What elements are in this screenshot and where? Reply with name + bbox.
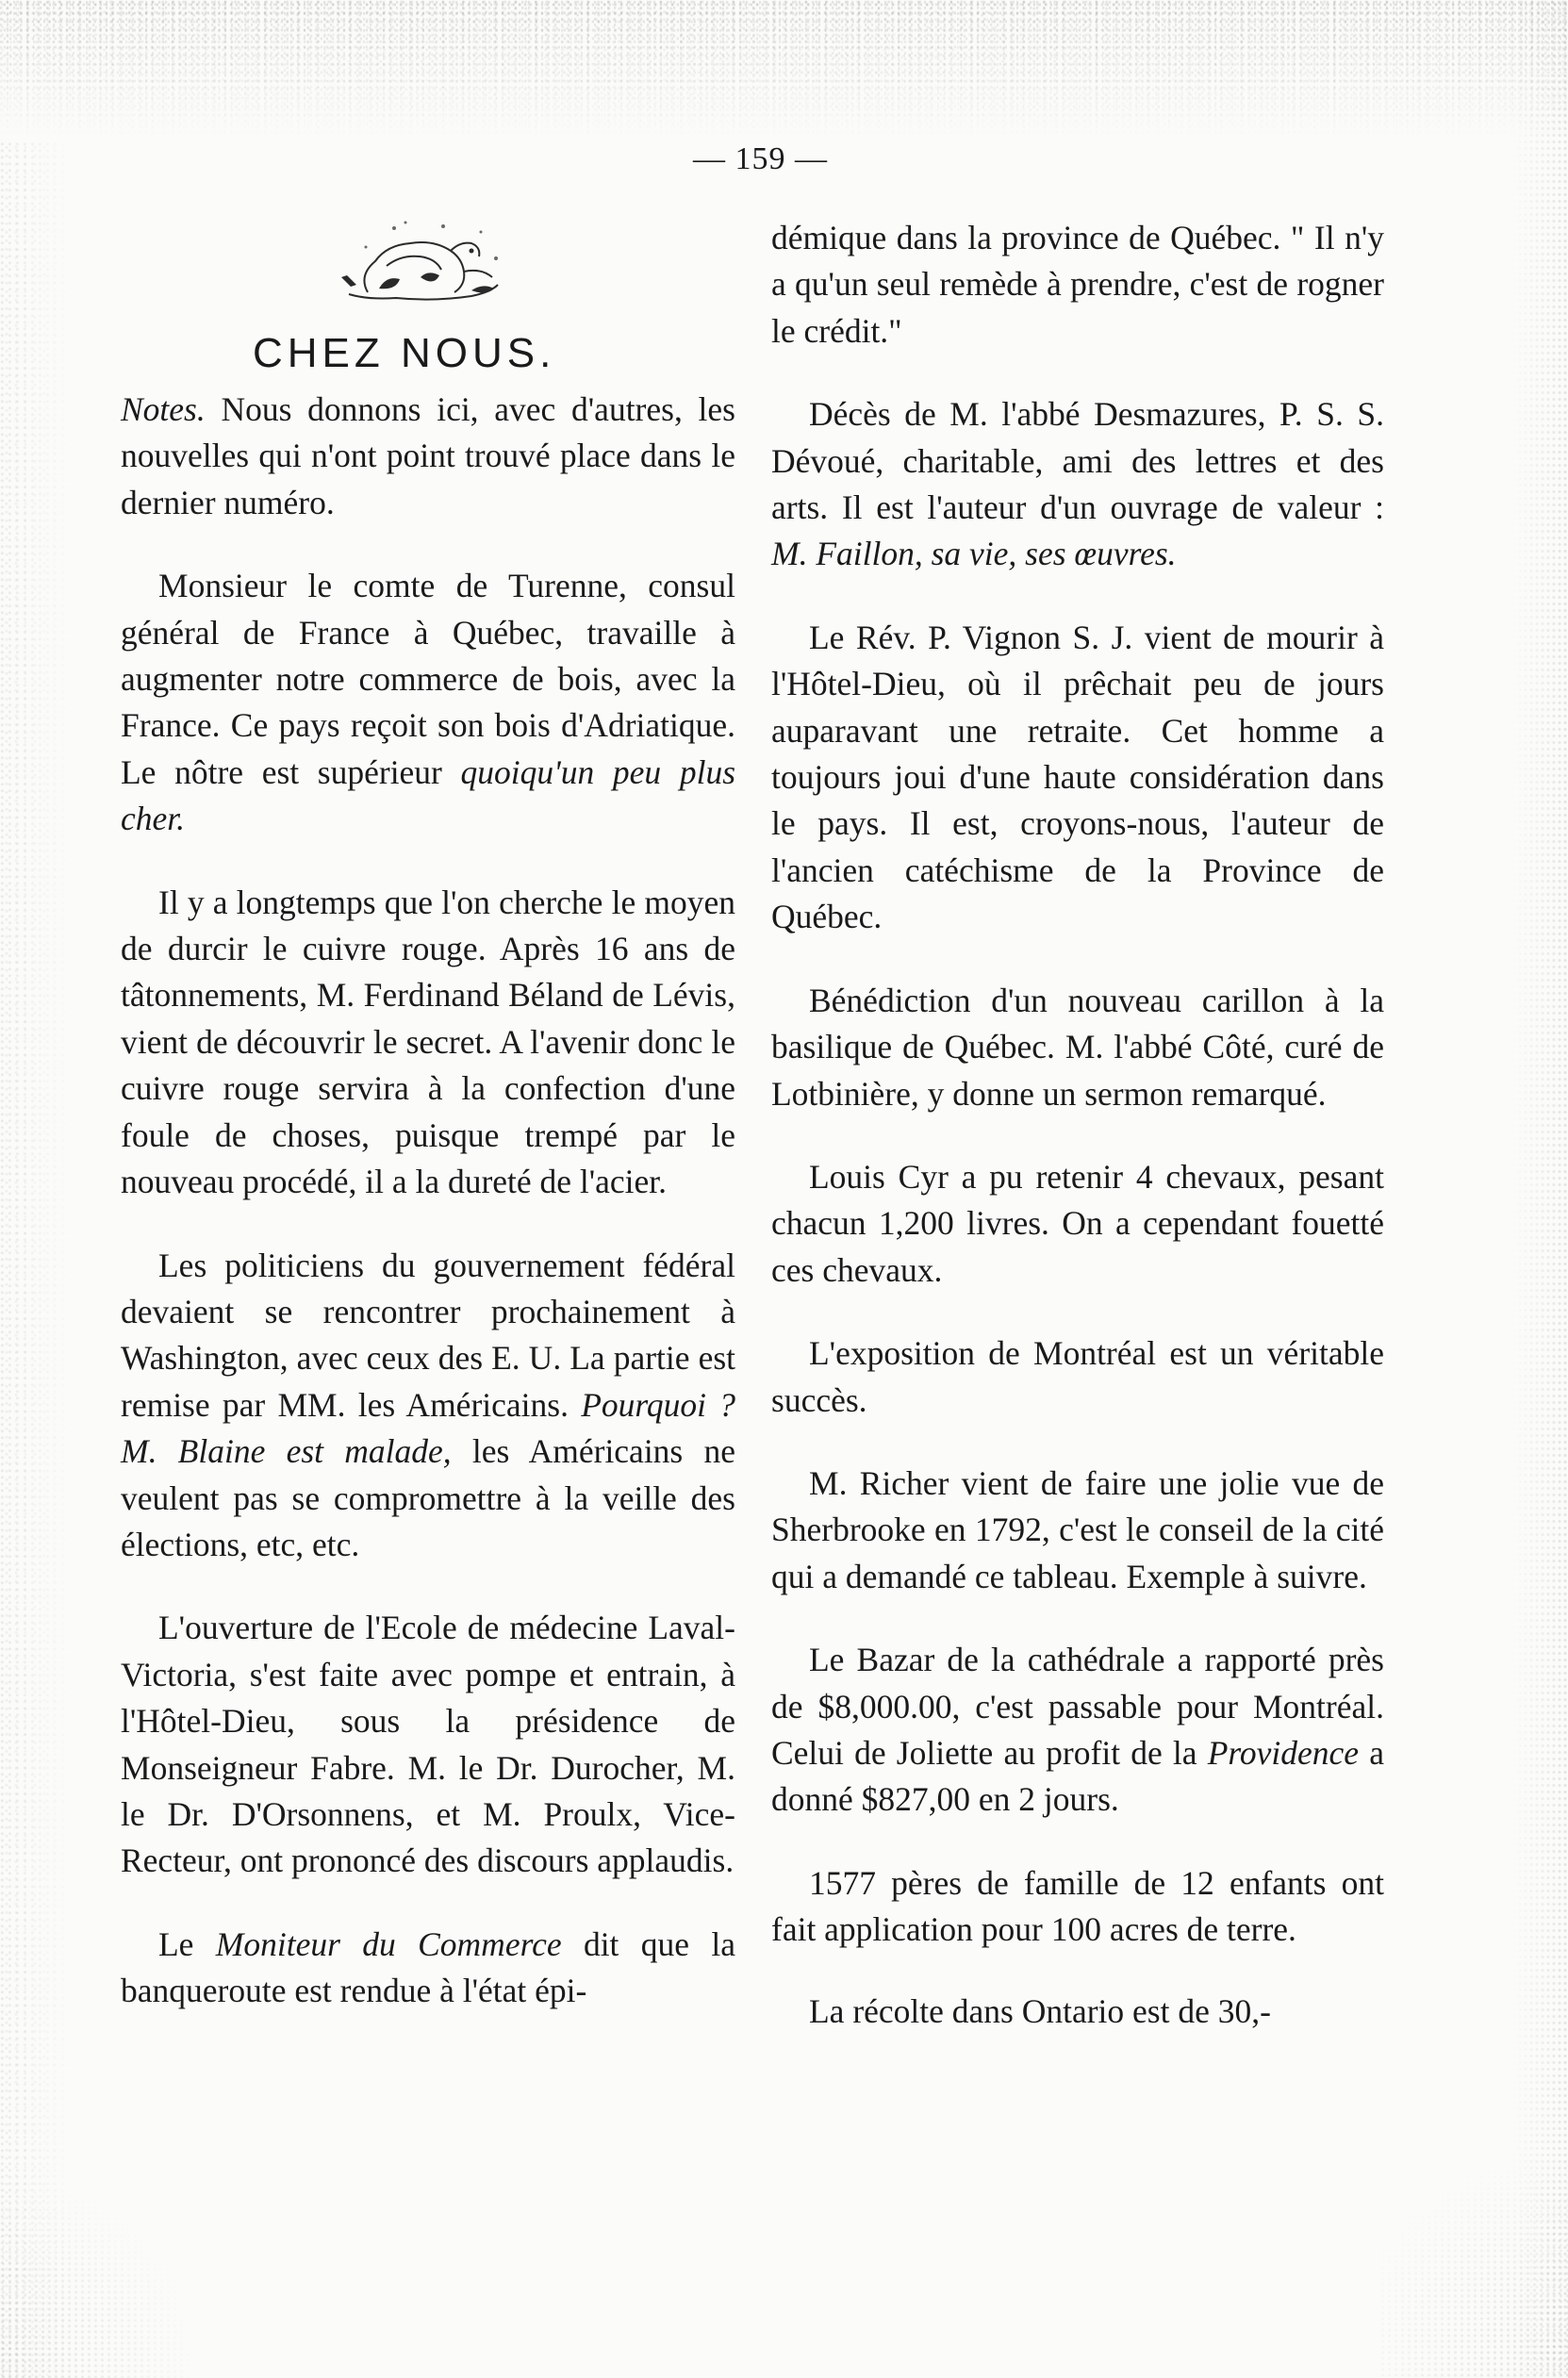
notes-label: Notes.	[121, 390, 206, 428]
paragraph-turenne	[121, 563, 735, 842]
paragraph-ecole-medecine: L'ouverture de l'Ecole de médecine Laval-Victoria, s'est faite avec pompe et entrain, à l'Hôtel-Dieu, sous la présidence de Monseigneur Fabre. M. le Dr. Durocher, M. le Dr. D'Orsonnens, et M. Proulx, Vice-Recteur, ont prononcé des discours applaudis.	[121, 1609, 735, 1880]
paragraph-carillon: Bénédiction d'un nouveau carillon à la basilique de Québec. M. l'abbé Côté, curé de Lotbinière, y donne un sermon remarqué.	[771, 981, 1384, 1113]
paragraph-text: Le	[158, 1924, 216, 1963]
paragraph-text: Décès de M. l'abbé Desmazures, P. S. S. Dévoué, charitable, ami des lettres et des arts. Il est l'auteur d'un ouvrage de valeur :	[771, 395, 1384, 527]
notes-text: Nous donnons ici, avec d'autres, les nouvelles qui n'ont point trouvé place dans le dernier numéro.	[121, 390, 735, 521]
right-column	[771, 215, 1384, 2035]
paragraph-text: Les politiciens du gouvernement fédéral devaient se rencontrer prochainement à Washington, avec ceux des E. U. La partie est remise par MM. les Américains.	[121, 1246, 735, 1424]
scan-noise-bottom-left	[0, 2142, 189, 2378]
paragraph-text: a donné $827,00 en 2 jours.	[771, 1733, 1385, 1819]
scan-noise-top	[0, 0, 1568, 141]
page-number: — 159 —	[693, 141, 828, 176]
left-column	[121, 387, 735, 2015]
paragraph-italic: M. Faillon, sa vie, ses œuvres.	[771, 535, 1177, 573]
paragraph-moniteur	[121, 1922, 735, 2015]
paragraph-deces	[771, 391, 1384, 578]
paragraph-text: dit que la banqueroute est rendue à l'état épi-	[121, 1924, 735, 2010]
paragraph-text: Le Bazar de la cathédrale a rapporté près de $8,000.00, c'est passable pour Montréal. Celui de Joliette au profit de la	[771, 1641, 1384, 1772]
scan-noise-left	[0, 141, 75, 2378]
paragraph-italic: Moniteur du Commerce	[215, 1924, 562, 1963]
scan-noise-bottom-right	[1379, 2095, 1568, 2378]
paragraph-italic: Providence	[1207, 1733, 1360, 1772]
paragraph-continuation: démique dans la province de Québec. " Il n'y a qu'un seul remède à prendre, c'est de rogner le crédit."	[771, 219, 1384, 350]
scan-noise-right	[1511, 0, 1568, 2378]
paragraph-text: Monsieur le comte de Turenne, consul général de France à Québec, travaille à augmenter notre commerce de bois, avec la France. Ce pays reçoit son bois d'Adriatique. Le nôtre est supérieur	[121, 567, 735, 791]
notes-paragraph	[121, 387, 735, 526]
paragraph-politiciens	[121, 1243, 735, 1569]
beaver-ornament-icon	[330, 209, 509, 313]
paragraph-richer: M. Richer vient de faire une jolie vue de Sherbrooke en 1792, c'est le conseil de la cité qui a demandé ce tableau. Exemple à suivre.	[771, 1463, 1384, 1595]
paragraph-louis-cyr: Louis Cyr a pu retenir 4 chevaux, pesant chacun 1,200 livres. On a cependant fouetté ces chevaux.	[771, 1157, 1384, 1289]
paragraph-italic: Pourquoi ? M. Blaine est malade,	[121, 1385, 735, 1471]
paragraph-bazar	[771, 1637, 1384, 1824]
section-title: CHEZ NOUS.	[253, 330, 556, 376]
paragraph-recolte: La récolte dans Ontario est de 30,-	[809, 1991, 1271, 2030]
paragraph-exposition: L'exposition de Montréal est un véritable succès.	[771, 1334, 1384, 1419]
paragraph-italic: quoiqu'un peu plus cher.	[121, 752, 736, 838]
paragraph-peres-famille: 1577 pères de famille de 12 enfants ont fait application pour 100 acres de terre.	[771, 1863, 1384, 1949]
paragraph-cuivre: Il y a longtemps que l'on cherche le moyen de durcir le cuivre rouge. Après 16 ans de tâtonnements, M. Ferdinand Béland de Lévis, vient de découvrir le secret. A l'avenir donc le cuivre rouge servira à la confection d'une foule de choses, puisque trempé par le nouveau procédé, il a la dureté de l'acier.	[121, 883, 735, 1201]
paragraph-text: les Américains ne veulent pas se compromettre à la veille des élections, etc, etc.	[121, 1432, 735, 1563]
paragraph-vignon: Le Rév. P. Vignon S. J. vient de mourir à l'Hôtel-Dieu, où il prêchait peu de jours auparavant une retraite. Cet homme a toujours joui d'une haute considération dans le pays. Il est, croyons-nous, l'auteur de l'ancien catéchisme de la Province de Québec.	[771, 618, 1384, 936]
